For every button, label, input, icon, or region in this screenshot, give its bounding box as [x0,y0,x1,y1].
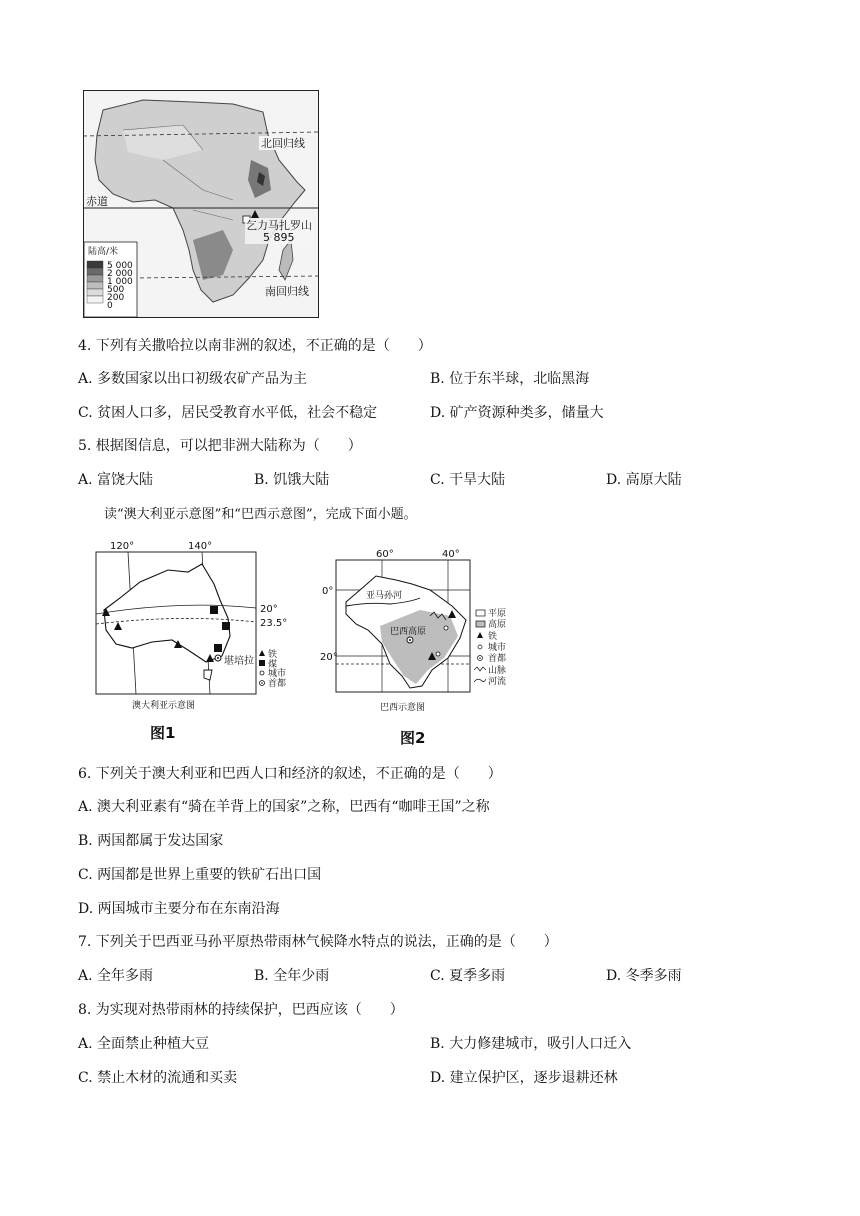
africa-legend-level: 0 [107,301,113,311]
question-5-option-b[interactable]: B. 饥饿大陆 [254,472,330,488]
mountain-height-label: 5 895 [263,231,295,244]
coal-symbol-icon [222,622,230,630]
fig1-lat-23-5: 23.5° [260,618,288,629]
fig2-lat-20: 20° [320,652,338,663]
question-7-option-d[interactable]: D. 冬季多雨 [606,968,682,984]
question-7-option-c[interactable]: C. 夏季多雨 [430,968,506,984]
fig2-legend-capital: 首都 [488,654,507,664]
brazil-map [320,546,520,716]
fig1-city-canberra: 堪培拉 [224,656,254,667]
africa-legend-level: 5 000 [107,261,133,271]
fig2-legend-river: 河流 [488,677,507,687]
africa-legend-level: 500 [107,285,125,295]
tropic-south-label: 南回归线 [265,285,309,298]
fig1-lat-20: 20° [260,604,278,615]
question-8-option-a[interactable]: A. 全面禁止种植大豆 [78,1036,210,1052]
question-7-stem: 7. 下列关于巴西亚马孙平原热带雨林气候降水特点的说法，正确的是（ ） [78,934,558,950]
fig1-legend-coal: 煤 [268,660,278,670]
question-5-option-c[interactable]: C. 干旱大陆 [430,472,506,488]
fig1-lon-120: 120° [110,541,135,552]
fig2-lat-0: 0° [322,586,334,597]
question-6-option-c[interactable]: C. 两国都是世界上重要的铁矿石出口国 [78,867,322,883]
question-7-option-b[interactable]: B. 全年少雨 [254,968,330,984]
fig2-legend-plain: 平原 [488,609,507,619]
question-4-option-c[interactable]: C. 贫困人口多，居民受教育水平低，社会不稳定 [78,405,378,421]
question-6-option-a[interactable]: A. 澳大利亚素有“骑在羊背上的国家”之称，巴西有“咖啡王国”之称 [78,799,490,815]
question-5-stem: 5. 根据图信息，可以把非洲大陆称为（ ） [78,438,362,454]
question-5-option-d[interactable]: D. 高原大陆 [606,472,682,488]
fig2-plateau-label: 巴西高原 [390,627,427,637]
question-4-option-a[interactable]: A. 多数国家以出口初级农矿产品为主 [78,371,308,387]
city-symbol-icon [444,626,448,630]
question-4-option-b[interactable]: B. 位于东半球，北临黑海 [430,371,590,387]
fig2-river-label: 亚马孙河 [366,591,403,601]
equator-label: 赤道 [86,195,108,208]
fig1-caption: 图1 [150,724,176,742]
africa-legend-level: 1 000 [107,277,133,287]
question-6-option-b[interactable]: B. 两国都属于发达国家 [78,833,224,849]
africa-legend-title: 陆高/米 [88,247,119,257]
coal-symbol-icon [210,606,218,614]
africa-legend-level: 2 000 [107,269,133,279]
fig1-legend-iron: 铁 [268,650,278,660]
question-8-option-b[interactable]: B. 大力修建城市，吸引人口迁入 [430,1036,632,1052]
question-6-option-d[interactable]: D. 两国城市主要分布在东南沿海 [78,901,280,917]
coal-symbol-icon [214,644,222,652]
question-8-option-c[interactable]: C. 禁止木材的流通和买卖 [78,1070,238,1086]
fig2-legend-iron: 铁 [488,632,498,642]
fig2-legend-plateau: 高原 [488,620,507,630]
australia-map [92,540,302,712]
question-4-option-d[interactable]: D. 矿产资源种类多，储量大 [430,405,604,421]
africa-elevation-map [83,90,319,318]
tropic-north-label: 北回归线 [261,137,305,150]
fig2-lon-60: 60° [376,549,394,560]
fig2-lon-40: 40° [442,549,460,560]
fig2-title: 巴西示意图 [380,703,426,713]
question-5-option-a[interactable]: A. 富饶大陆 [78,472,154,488]
question-8-option-d[interactable]: D. 建立保护区，逐步退耕还林 [430,1070,618,1086]
reading-intro: 读“澳大利亚示意图”和“巴西示意图”，完成下面小题。 [104,507,417,522]
fig1-lon-140: 140° [188,541,213,552]
question-7-option-a[interactable]: A. 全年多雨 [78,968,154,984]
fig2-legend-mountain: 山脉 [488,666,507,676]
city-symbol-icon [436,652,440,656]
fig1-legend-city: 城市 [268,669,287,679]
fig2-legend-city: 城市 [488,643,507,653]
africa-legend-level: 200 [107,293,125,303]
question-4-stem: 4. 下列有关撒哈拉以南非洲的叙述，不正确的是（ ） [78,338,432,354]
question-6-stem: 6. 下列关于澳大利亚和巴西人口和经济的叙述，不正确的是（ ） [78,766,502,782]
fig2-caption: 图2 [400,729,426,747]
question-8-stem: 8. 为实现对热带雨林的持续保护，巴西应该（ ） [78,1002,404,1018]
fig1-title: 澳大利亚示意图 [132,701,196,711]
fig1-legend-capital: 首都 [268,679,287,689]
mountain-name-label: 乞力马扎罗山 [246,219,312,232]
